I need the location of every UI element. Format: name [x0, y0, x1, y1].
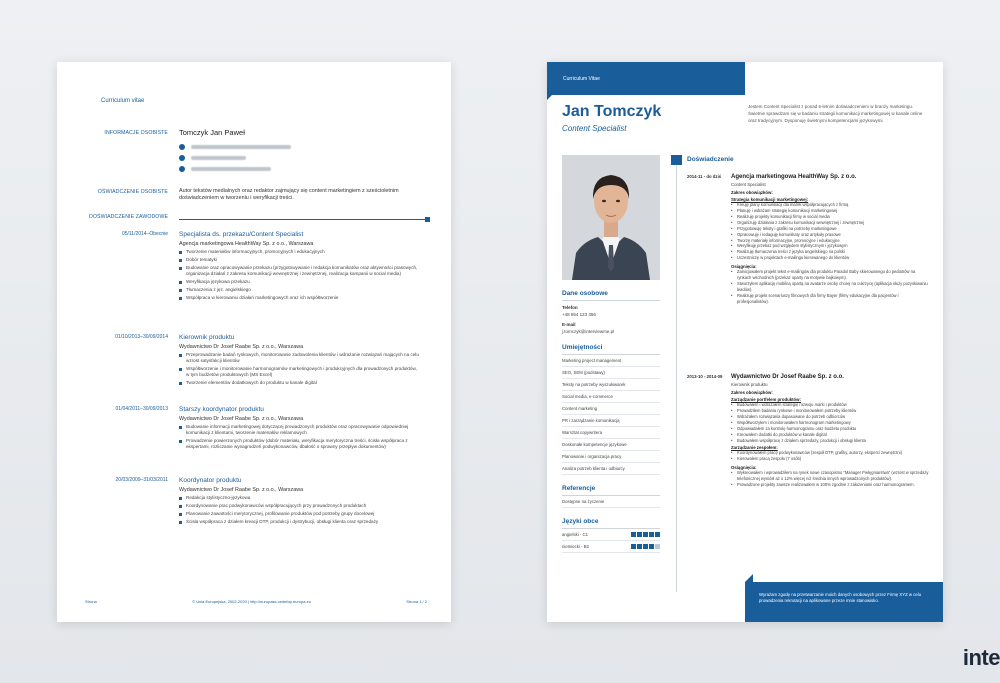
person-role: Content Specialist: [562, 124, 627, 133]
duty-item: • Realizuję tłumaczenia treści z języka angielskiego na polski: [731, 249, 929, 255]
cv-label: Curriculum vitae: [101, 98, 145, 104]
profile-summary: Jestem Content Specialist z ponad 6-letnim doświadczeniem w branży marketingu. Świetnie sprawdzam się w badaniu strategii komunikacji marketingowej w kanale online oraz tradycyjnym. Dysponuję świetnymi kompetencjami językowymi.: [748, 104, 923, 123]
language-level-square: [643, 532, 648, 537]
language-level-1: [631, 544, 660, 549]
language-level-square: [655, 532, 660, 537]
section-divider: [179, 219, 429, 220]
profile-photo: [562, 155, 660, 280]
language-name: angielski - C1: [562, 532, 589, 537]
experience-label: DOŚWIADCZENIE ZAWODOWE: [89, 214, 168, 220]
phone-text-blurred: [191, 156, 246, 160]
job-company: Wydawnictwo Dr Josef Raabe Sp. z o.o., Warszawa: [179, 415, 304, 422]
job-bullet: Redakcja stylistyczno-językowa: [179, 495, 419, 501]
skill-item: Analiza potrzeb klienta i odbiorcy: [562, 463, 660, 475]
duty-item: • Współtworzyłem i monitorowałem harmonogram marketingowy: [731, 420, 929, 426]
language-item: [562, 529, 660, 541]
achievement-item: • Wykreowałem i wprowadziłem na rynek nowe czasopismo "Manager Pielęgniarstwa" (wzrost w sprzedaży telefonicznej wyniósł aż o 12% więcej niż średnia innych wprowadzonych produktów).: [731, 470, 929, 482]
duty-item: • Kreowałem dodatki do produktów w kanale digital: [731, 432, 929, 438]
timeline-line: [676, 162, 677, 592]
job-title: Koordynator produktu: [179, 477, 242, 484]
skill-item: SEO, SEM (podstawy): [562, 367, 660, 379]
job-bullet: Planowanie zawartości merytorycznej, profilowanie produktów pod potrzeby grupy docelowej: [179, 511, 419, 517]
page-footer: [85, 599, 427, 604]
achievement-item: • Stworzyłem aplikację mobilną opartą na avatarze osoby chorej na cukrzycę (aplikacja służy pozyskiwaniu leadów).: [731, 281, 929, 293]
europass-cv-page: [57, 62, 451, 622]
statement-text: Autor tekstów medialnych oraz redaktor zajmujący się content marketingiem z sześcioletnim doświadczeniem w tworzeniu i weryfikacji treści.: [179, 188, 399, 202]
achievement-item: • Zainicjowałem projekt tekst e-mailingów dla produktu Paradol Baby skierowanego do pediatrów na rynkach wschodnich (przekaz oparty na motywie bajkowym).: [731, 269, 929, 281]
scope-label: Zakres obowiązków:: [731, 390, 773, 395]
phone-label: Telefon: [562, 305, 578, 310]
language-level-square: [631, 544, 636, 549]
email-value: j.tomczyk@interviewme.pl: [562, 329, 615, 334]
footer-notch: [745, 574, 753, 582]
language-level-square: [649, 544, 654, 549]
duty-item: • Realizuję projekty komunikacji firmy w social media: [731, 214, 929, 220]
job-title: Starszy koordynator produktu: [179, 406, 264, 413]
skill-item: Content marketing: [562, 403, 660, 415]
duty-item: • Wdrażałem rozwiązania dopasowane do potrzeb odbiorców: [731, 414, 929, 420]
email-label: E-mail: [562, 322, 576, 327]
job-bullet: Tłumaczenia z jęz. angielskiego: [179, 287, 419, 293]
languages-heading: Języki obce: [562, 518, 660, 529]
contact-phone: [179, 154, 419, 162]
contact-address: [179, 143, 419, 151]
skill-item: Marketing project management: [562, 355, 660, 367]
job-title: Kierownik produktu: [179, 334, 235, 341]
language-level-0: [631, 532, 660, 537]
duty-item: • Kierowałem pracą zespołu (7 osób): [731, 456, 929, 462]
statement-label: OŚWIADCZENIE OSOBISTE: [97, 189, 168, 195]
job-role: Kierownik produktu: [731, 382, 768, 387]
skill-item: Warsztat copywritera: [562, 427, 660, 439]
duty-item: • Odpowiadałem za kontrolę harmonogramu oraz budżetu produktu: [731, 426, 929, 432]
language-level-square: [631, 532, 636, 537]
person-name: Jan Tomczyk: [562, 103, 662, 120]
consent-text: Wyrażam zgodę na przetwarzanie moich danych osobowych przez Firmę XYZ w celu prowadzenia rekrutacji na aplikowane przeze mnie stanowisko.: [759, 592, 922, 604]
job-bullet: Dobór tematyki: [179, 257, 419, 263]
sidebar: [562, 155, 660, 553]
address-text-blurred: [191, 145, 291, 149]
references-text: Dostępne na życzenie: [562, 496, 660, 508]
language-level-square: [637, 544, 642, 549]
job-company: Agencja marketingowa HealthWay Sp. z o.o., Warszawa: [179, 240, 314, 247]
job-date: 05/11/2014–Obecnie: [121, 231, 168, 237]
job-title: Specjalista ds. przekazu/Content Specialist: [179, 231, 304, 238]
duty-item: • Koordynowałem pracę podwykonawców (zespół DTP, grafiky, autorzy, eksperci zewnętrzni): [731, 450, 929, 456]
achievement-item: • Prowadzone projekty zawsze realizowałem w 100% zgodnie z założeniami oraz harmonogramem.: [731, 482, 929, 488]
consent-box: [745, 582, 943, 622]
portrait-image: [562, 155, 660, 280]
group-label: Strategia komunikacji marketingowej:: [731, 197, 809, 202]
duty-item: • Budowałem współpracę z działem sprzedaży, produkcji i obsługi klienta: [731, 438, 929, 444]
language-name: niemiecki - B2: [562, 544, 589, 549]
skill-item: Doskonałe kompetencje językowe: [562, 439, 660, 451]
job-bullet: Tworzenie elementów dodatkowych do produktu w kanale digital: [179, 380, 419, 386]
duty-item: • Weryfikuję przekaz pod względem stylistycznym i językowym: [731, 243, 929, 249]
language-level-square: [655, 544, 660, 549]
header-band: [547, 62, 745, 95]
footer-page-number: Strona 1 / 2: [406, 599, 427, 604]
modern-cv-page: [547, 62, 943, 622]
brand-logo: inte: [962, 645, 1000, 670]
contact-list: [179, 143, 419, 176]
cv-label: Curriculum Vitae: [563, 76, 600, 82]
job-bullet: Weryfikacja językowa przekazu: [179, 279, 419, 285]
job-company: Wydawnictwo Dr Josef Raabe Sp. z o.o.: [731, 374, 844, 380]
job-date: 01/04/2011–30/09/2013: [115, 406, 168, 412]
job-bullet: Przeprowadzanie badań rynkowych, monitorowanie zadowolenia klientów i wdrażanie rozwiązań mających na celu wzrost satysfakcji klientów: [179, 352, 419, 364]
job-bullet: Prowadzenie powierzonych produktów (dobór materiału, weryfikacja merytoryczna treści, ścisła współpraca z ekspertami, rozliczanie wynagrodzeń podwykonawców, dbałość o sprawny przepływ dokumentów): [179, 438, 419, 450]
person-name: Tomczyk Jan Paweł: [179, 128, 245, 137]
email-text-blurred: [191, 167, 271, 171]
job-bullet: Budowanie oraz opracowywanie przekazu (przygotowywanie i redakcja komunikatów oraz aktywności prasowych, organizacja działań z zakresu komunikacji wewnętrznej i zewnętrznej, realizacja kampanii w social media): [179, 265, 419, 277]
language-item: [562, 541, 660, 553]
job-date: 2014-11 - do dziś: [687, 174, 722, 179]
duty-item: • Opracowuję i redaguję komunikaty oraz artykuły prasowe: [731, 232, 929, 238]
job-bullet: Koordynowanie prac podwykonawców współpracujących przy prowadzonych produktach: [179, 503, 419, 509]
job-date: 01/10/2013–30/09/2014: [115, 334, 168, 340]
job-bullet: Współtworzenie i monitorowanie harmonogramów marketingowych i produkcyjnych dla prowadzonych produktów, w tym budżetów produktowych (MS Excel): [179, 366, 419, 378]
skill-item: Social media, e-commerce: [562, 391, 660, 403]
job-bullet: Współpraca w kierowaniu działań marketingowych oraz ich współtworzenie: [179, 295, 419, 301]
job-bullet: Tworzenie materiałów informacyjnych, promocyjnych i edukacyjnych: [179, 249, 419, 255]
duty-item: • Prowadziłem badania rynkowe i monitorowałem potrzeby klientów: [731, 408, 929, 414]
experience-heading: Doświadczenie: [687, 156, 734, 163]
duty-item: • Organizuję działania z zakresu komunikacji wewnętrznej i zewnętrznej: [731, 220, 929, 226]
header-notch: [547, 95, 552, 100]
job-company: Wydawnictwo Dr Josef Raabe Sp. z o.o., Warszawa: [179, 486, 304, 493]
group-label: Zarządzanie portfelem produktów:: [731, 397, 801, 402]
experience-marker: [671, 155, 682, 165]
phone-icon: [179, 155, 185, 161]
job-role: Content Specialist: [731, 182, 766, 187]
achievements-label: Osiągnięcia:: [731, 465, 757, 471]
skill-item: PR i zarządzanie komunikacją: [562, 415, 660, 427]
language-level-square: [643, 544, 648, 549]
job-date: 20/03/2009–31/03/2011: [115, 477, 168, 483]
duty-item: • Kreuję plany komunikacji dla marek współpracujących z firmą: [731, 202, 929, 208]
personal-info-label: INFORMACJE OSOBISTE: [104, 130, 168, 136]
job-bullet: Budowanie informacji marketingowej dotyczącej prowadzonych produktów oraz opracowywanie odpowiedniej komunikacji z klientami, tworzenie materiałów reklamowych: [179, 424, 419, 436]
email-icon: [179, 166, 185, 172]
skills-heading: Umiejętności: [562, 344, 660, 355]
skill-item: Planowanie i organizacja pracy: [562, 451, 660, 463]
section-marker: [425, 217, 430, 222]
footer-left: Strona: [85, 599, 97, 604]
achievement-item: • Realizuję projekt scenariuszy filmowych dla firmy Bayer (filmy edukacyjne dla pacjentów i profesjonalistów).: [731, 293, 929, 305]
phone-value: +48 654 123 456: [562, 312, 596, 317]
language-level-square: [649, 532, 654, 537]
scope-label: Zakres obowiązków:: [731, 190, 773, 195]
job-company: Wydawnictwo Dr Josef Raabe Sp. z o.o., Warszawa: [179, 343, 304, 350]
location-icon: [179, 144, 185, 150]
duty-item: • Tworzę materiały informacyjne, promocyjne i edukacyjne: [731, 238, 929, 244]
job-date: 2013-10 - 2014-09: [687, 374, 723, 379]
achievements-label: Osiągnięcia:: [731, 264, 757, 270]
skill-item: Teksty na potrzeby wyszukiwarek: [562, 379, 660, 391]
job-company: Agencja marketingowa HealthWay Sp. z o.o.: [731, 174, 857, 180]
contact-email: [179, 165, 419, 173]
duty-item: • Planuję i wdrażam strategię komunikacji marketingowej: [731, 208, 929, 214]
language-level-square: [637, 532, 642, 537]
duty-item: • Budowałem i wdrażałem strategię rozwoju marki i produktów: [731, 402, 929, 408]
references-heading: Referencje: [562, 485, 660, 496]
duty-item: • Przygotowuję teksty i grafiki na potrzeby marketingowe: [731, 226, 929, 232]
personal-data-heading: Dane osobowe: [562, 290, 660, 301]
job-bullet: Ścisła współpraca z działem kreacji DTP, produkcji i dystrybucji, obsługi klienta oraz sprzedaży: [179, 519, 419, 525]
group-label: Zarządzanie zespołem:: [731, 445, 778, 451]
duty-item: • Uczestniczę w projektach e-mailingu kierowanego do klientów: [731, 255, 929, 261]
footer-center: © Unia Europejska, 2002-2020 | http://europass.cedefop.europa.eu: [192, 599, 312, 604]
